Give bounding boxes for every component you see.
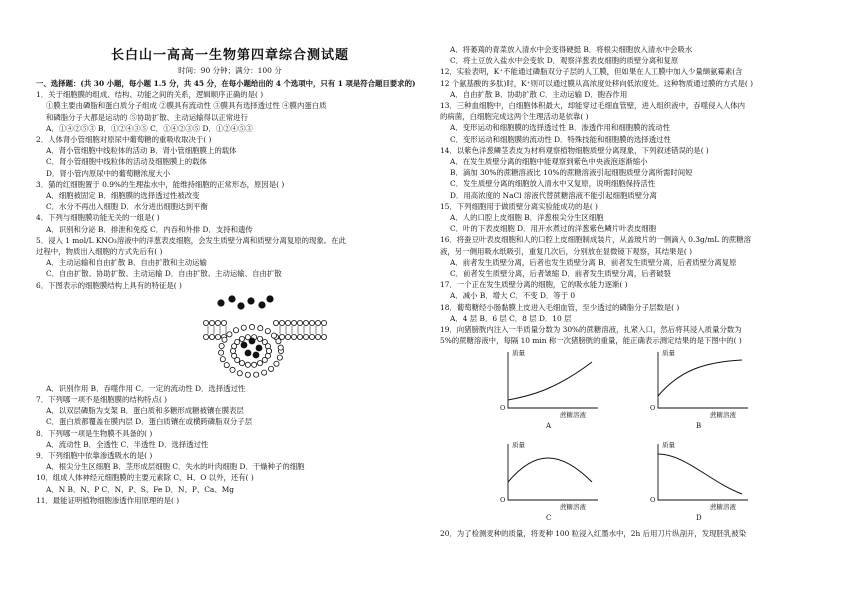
graph-origin: O: [650, 404, 656, 413]
phospholipid-head-icon: [233, 327, 238, 332]
phospholipid-head-icon: [321, 320, 326, 325]
graph-curve: [658, 454, 742, 494]
particle-icon: [259, 302, 265, 308]
left-text-line: 过程中，物质出入细胞的方式先后有( ): [36, 247, 163, 257]
graph-axes: [508, 352, 598, 408]
phospholipid-head-icon: [278, 345, 283, 350]
left-text-line: A．识别和分泌 B．排泄和免疫 C．内吞和外排 D．支持和遗传: [46, 224, 253, 234]
particle-icon: [256, 345, 262, 351]
graph-origin: O: [650, 496, 656, 505]
graph-curve: [508, 458, 592, 482]
phospholipid-head-icon: [209, 320, 214, 325]
phospholipid-head-icon: [297, 334, 302, 339]
graph-y-label: 质量: [512, 441, 525, 450]
right-text-line: D．用高浓度的 NaCl 溶液代替蔗糖溶液不能引起细胞质壁分离: [450, 190, 657, 200]
right-text-line: 14．以紫色洋葱鳞茎表皮为材料观察植物细胞质壁分离现象，下列叙述错误的是( ): [440, 145, 709, 155]
phospholipid-head-icon: [262, 357, 267, 362]
particle-icon: [245, 350, 251, 356]
particle-icon: [248, 298, 254, 304]
graph-letter: D: [696, 514, 702, 523]
right-question-block: [440, 44, 840, 346]
left-text-line: A．根尖分生区细胞 B．茎形成层细胞 C．失水的叶肉细胞 D．干燥种子的细胞: [46, 462, 305, 472]
right-text-line: 15．下列细胞用于做质壁分离实验能成功的是( ): [440, 201, 598, 211]
phospholipid-head-icon: [241, 325, 246, 330]
left-text-line: C．水分不再出入细胞 D．水分进出细胞达到平衡: [46, 202, 208, 212]
exam-title: 长白山一高高一生物第四章综合测试题: [110, 48, 349, 63]
left-text-line: A．流动性 B．全透性 C．半透性 D．选择透过性: [46, 439, 209, 449]
question-20: 20．为了检测麦种的质量，将麦种 100 粒浸入红墨水中，2h 后用刀片纵剖开，发现胚乳被染: [440, 529, 747, 539]
right-text-line: C．将土豆放入盐水中会变软 D．观察洋葱表皮细胞的质壁分离和复原: [450, 56, 679, 66]
phospholipid-head-icon: [224, 362, 229, 367]
graph-curve: [508, 362, 592, 400]
phospholipid-head-icon: [321, 334, 326, 339]
graph-y-label: 质量: [662, 441, 675, 450]
left-text-line: 1．关于细胞膜的组成、结构、功能之间的关系，逻辑顺序正确的是( ): [36, 90, 264, 100]
graph-c: [500, 441, 600, 523]
section-heading: 一、选择题：(共 30 小题，每小题 1.5 分，共 45 分，在每小题给出的 4 个选项中，只有 1 项是符合题目要求的): [36, 79, 416, 88]
left-question-block-2: [36, 383, 424, 506]
phospholipid-head-icon: [268, 366, 273, 371]
left-text-line: 2．人体肾小管细胞对原尿中葡萄糖的重吸收取决于( ): [36, 135, 212, 145]
left-text-line: 11．最能证明植物细胞渗透作用原理的是( ): [36, 495, 180, 505]
left-text-line: 9．下列细胞中依靠渗透吸水的是( ): [36, 451, 153, 461]
left-question-block: [36, 89, 424, 291]
phospholipid-head-icon: [230, 367, 235, 372]
phospholipid-head-icon: [239, 336, 244, 341]
exam-meta: 时间：90 分钟；满分：100 分: [178, 66, 282, 75]
right-text-line: 5%的蔗糖溶液中，每隔 10 min 称一次猪膀胱的重量，能正确表示测定结果的是下图中的( ): [440, 336, 742, 346]
left-text-line: C．肾小管细胞中线粒体的活动及细胞膜上的载体: [46, 157, 207, 167]
right-text-line: C．发生质壁分离的细胞放入清水中又复原，说明细胞保持活性: [450, 179, 656, 189]
phospholipid-head-icon: [276, 338, 281, 343]
particle-icon: [238, 303, 244, 309]
particle-icon: [249, 338, 255, 344]
phospholipid-head-icon: [262, 370, 267, 375]
right-text-line: 19．向猪膀胱内注入一半质量分数为 30%的蔗糖溶液，扎紧入口，然后将其浸入质量分数为: [440, 325, 742, 335]
right-text-line: A．自由扩散 B．协助扩散 C．主动运输 D．胞吞作用: [450, 89, 628, 99]
graph-curve: [658, 360, 742, 396]
phospholipid-head-icon: [258, 325, 263, 330]
left-text-line: A．N B．N、P C．N、P、S、Fe D．N、P、Ca、Mg: [46, 484, 234, 494]
right-text-line: 的病菌，白细胞完成这两个生理活动是依靠( ): [440, 112, 589, 122]
right-text-line: 17．一个正在发生质壁分离的细胞，它的吸水能力逐渐( ): [440, 280, 628, 290]
right-text-line: A．将萎蔫的青菜放入清水中会变得硬挺 B．将根尖细胞放入清水中会吸水: [450, 45, 693, 54]
phospholipid-head-icon: [209, 334, 214, 339]
graph-y-label: 质量: [662, 349, 675, 358]
graph-b: [650, 349, 750, 431]
graph-d: [650, 441, 750, 523]
phospholipid-head-icon: [257, 336, 262, 341]
phospholipid-head-icon: [215, 320, 220, 325]
left-text-line: 4．下列与细胞膜功能无关的一组是( ): [36, 213, 160, 223]
graph-letter: C: [546, 514, 552, 523]
phospholipid-head-icon: [285, 334, 290, 339]
graph-letter: B: [696, 422, 702, 431]
left-text-line: 3．猫的红细胞置于 0.9%的生理盐水中，能维持细胞的正常形态，原因是( ): [36, 179, 285, 189]
phospholipid-head-icon: [271, 333, 276, 338]
graph-a: [500, 349, 600, 431]
right-text-line: 液，另一侧用吸水纸吸引，重复几次后，分别放在显微镜下观察，其结果是( ): [440, 246, 693, 256]
phospholipid-head-icon: [285, 320, 290, 325]
phospholipid-head-icon: [266, 348, 271, 353]
right-column: [440, 44, 840, 540]
phospholipid-head-icon: [291, 334, 296, 339]
right-text-line: A．4 层 B．6 层 C．8 层 D．10 层: [450, 313, 572, 323]
phospholipid-head-icon: [221, 320, 226, 325]
membrane-diagram: [36, 293, 424, 381]
phospholipid-head-icon: [309, 334, 314, 339]
left-text-line: D．肾小管内原尿中的葡萄糖浓度大小: [46, 168, 171, 178]
left-text-line: A．以双层磷脂为支架 B．蛋白质和多糖形成糖被镶在膜表层: [46, 406, 244, 416]
right-text-line: A．变形运动和细胞膜的选择透过性 B．渗透作用和细胞膜的流动性: [450, 123, 671, 133]
phospholipid-head-icon: [203, 334, 208, 339]
left-column: [36, 0, 424, 506]
phospholipid-head-icon: [309, 320, 314, 325]
phospholipid-head-icon: [231, 353, 236, 358]
phospholipid-head-icon: [297, 320, 302, 325]
phospholipid-head-icon: [254, 372, 259, 377]
left-text-line: A．①④②⑤③ B．①②④③⑤ C．①④②③⑤ D．①②④⑤③: [46, 123, 253, 133]
left-text-line: ①膜主要由磷脂和蛋白质分子组成 ②膜具有流动性 ③膜具有选择透过性 ④膜内蛋白质: [46, 101, 327, 111]
right-text-line: C．前者发生质壁分离，后者皱缩 D．前者发生质壁分离，后者破裂: [450, 269, 671, 279]
left-text-line: 7．下列哪一项不是细胞膜的结构特点( ): [36, 395, 168, 405]
graph-x-label: 蔗糖溶液: [560, 503, 586, 512]
particle-icon: [267, 296, 273, 302]
phospholipid-head-icon: [252, 362, 257, 367]
phospholipid-head-icon: [220, 356, 225, 361]
graph-letter: A: [546, 422, 552, 431]
left-text-line: A．细胞被固定 B．细胞膜的选择透过性被改变: [46, 191, 200, 201]
right-text-line: A．前者发生质壁分离，后者也发生质壁分离 B．前者发生质壁分离，后者质壁分离复原: [450, 257, 737, 267]
particle-icon: [253, 352, 259, 358]
phospholipid-head-icon: [277, 355, 282, 360]
right-text-line: A．人的口腔上皮细胞 B．洋葱根尖分生区细胞: [450, 213, 604, 223]
phospholipid-head-icon: [249, 324, 254, 329]
left-text-line: A．主动运输和自由扩散 B．自由扩散和主动运输: [46, 258, 207, 268]
phospholipid-head-icon: [245, 362, 250, 367]
right-text-line: 18．葡萄糖经小肠黏膜上皮进入毛细血管，至少透过的磷脂分子层数是( ): [440, 302, 680, 312]
phospholipid-head-icon: [315, 320, 320, 325]
phospholipid-head-icon: [273, 320, 278, 325]
graph-x-label: 蔗糖溶液: [710, 411, 736, 420]
right-text-line: A．减小 B．增大 C．不变 D．等于 0: [450, 291, 576, 301]
graph-y-label: 质量: [512, 349, 525, 358]
phospholipid-head-icon: [222, 337, 227, 342]
graph-axes: [508, 444, 598, 500]
graph-origin: O: [500, 404, 506, 413]
right-text-line: B．滴加 30%的蔗糖溶液比 10%的蔗糖溶液引起细胞质壁分离所需时间短: [450, 168, 693, 178]
graph-x-label: 蔗糖溶液: [560, 411, 586, 420]
left-text-line: 6．下图表示的细胞膜结构上具有的特征是( ): [36, 280, 182, 290]
phospholipid-head-icon: [230, 348, 235, 353]
phospholipid-head-icon: [265, 343, 270, 348]
phospholipid-head-icon: [218, 350, 223, 355]
phospholipid-head-icon: [303, 334, 308, 339]
right-text-line: 16．将蚕豆叶表皮细胞和人的口腔上皮细胞制成装片，从盖玻片的一侧滴入 0.3g/mL 的蔗糖溶: [440, 235, 752, 245]
graph-grid: [440, 350, 840, 528]
phospholipid-head-icon: [239, 360, 244, 365]
left-text-line: A．识别作用 B．吞噬作用 C．一定的流动性 D．选择透过性: [46, 383, 246, 393]
left-text-line: 8．下列哪一项是生物膜不具备的( ): [36, 428, 153, 438]
right-text-line: 13．三种血细胞中，白细胞体积最大，却能穿过毛细血管壁，进入组织液中，吞噬侵入人体内: [440, 101, 746, 111]
left-text-line: C．自由扩散、协助扩散、主动运输 D．自由扩散、主动运输、自由扩散: [46, 269, 282, 279]
right-text-line: 12．实验表明，K⁺不能通过磷脂双分子层的人工膜，但如果在人工膜中加入少量缬氨霉素(含: [440, 67, 743, 77]
particle-icon: [241, 342, 247, 348]
right-text-line: C．叶的下表皮细胞 D．用开水煮过的洋葱紫色鳞片叶表皮细胞: [450, 224, 657, 234]
phospholipid-head-icon: [237, 371, 242, 376]
phospholipid-head-icon: [235, 339, 240, 344]
phospholipid-head-icon: [279, 320, 284, 325]
phospholipid-head-icon: [265, 328, 270, 333]
right-text-line: 12 个氨基酸的多肽)时，K⁺则可以通过膜从高浓度处移向低浓度处。这种物质通过膜的方式是( ): [440, 78, 754, 88]
phospholipid-head-icon: [245, 372, 250, 377]
membrane-figure: [36, 293, 424, 381]
left-text-line: 和磷脂分子大都是运动的 ⑤协助扩散、主动运输得以正常进行: [46, 112, 248, 122]
left-text-line: 10．组成人体神经元细胞膜的主要元素除 C、H、O 以外，还有( ): [36, 473, 254, 483]
phospholipid-head-icon: [303, 320, 308, 325]
particle-icon: [229, 296, 235, 302]
phospholipid-head-icon: [203, 320, 208, 325]
left-text-line: 5．浸入 1 mol/L KNO₃溶液中的洋葱表皮细胞，会发生质壁分离和质壁分离复原的现象。在此: [36, 235, 346, 245]
left-text-line: C．蛋白质都覆盖在膜内层 D．蛋白质镶在或横跨磷脂双分子层: [46, 417, 253, 427]
graph-x-label: 蔗糖溶液: [710, 503, 736, 512]
phospholipid-head-icon: [315, 334, 320, 339]
phospholipid-head-icon: [215, 334, 220, 339]
right-text-line: C．变形运动和细胞膜的流动性 D．特殊技能和细胞膜的选择透过性: [450, 134, 671, 144]
graph-origin: O: [500, 496, 506, 505]
phospholipid-head-icon: [219, 343, 224, 348]
phospholipid-head-icon: [227, 332, 232, 337]
left-text-line: A．肾小管细胞中线粒体的活动 B．肾小管细胞膜上的载体: [46, 146, 237, 156]
phospholipid-head-icon: [274, 361, 279, 366]
particle-icon: [218, 300, 224, 306]
phospholipid-head-icon: [291, 320, 296, 325]
right-text-line: A．在发生质壁分离的细胞中能观察到紫色中央液泡逐渐缩小: [450, 157, 648, 167]
phospholipid-head-icon: [257, 360, 262, 365]
